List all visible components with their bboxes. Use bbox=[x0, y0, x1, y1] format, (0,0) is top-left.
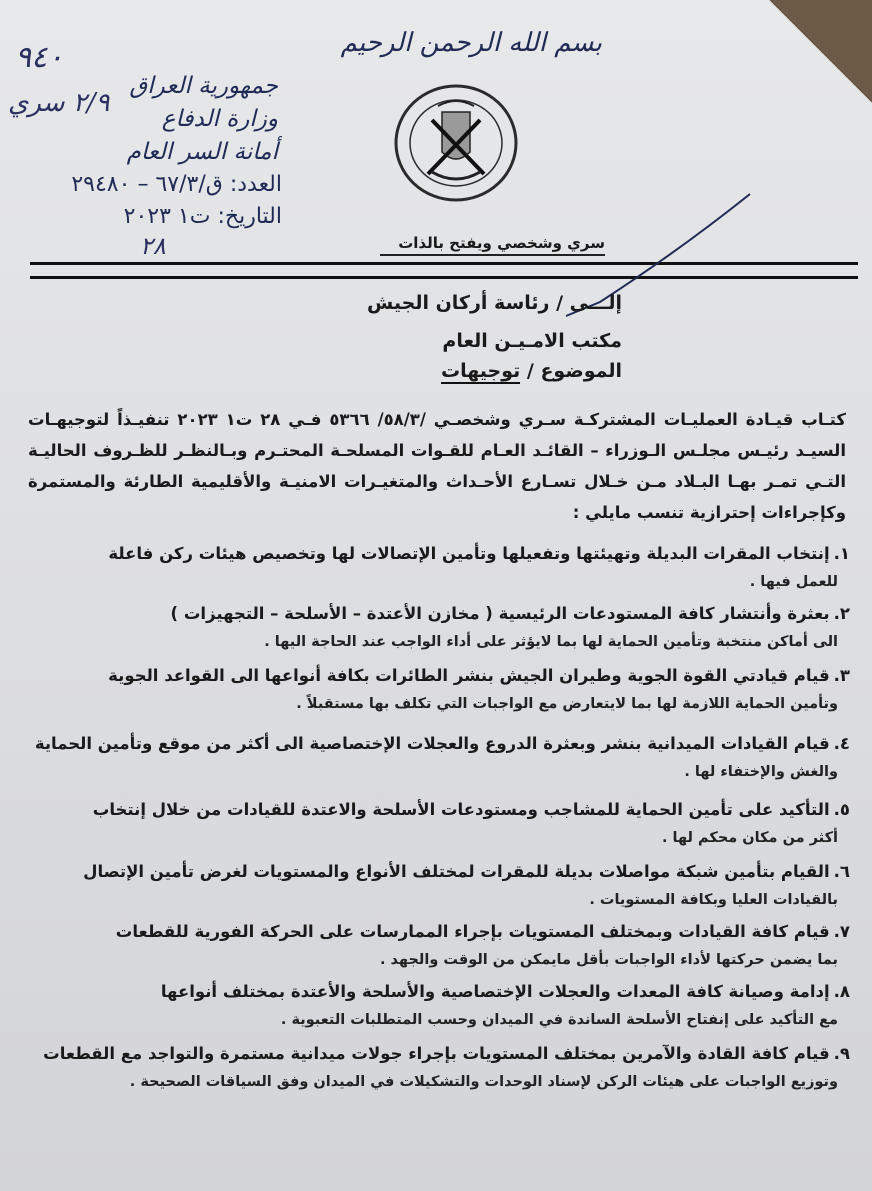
ministry-emblem-icon bbox=[392, 82, 520, 204]
item-continuation: الى أماكن منتخبة وتأمين الحماية لها بما لايؤثر على أداء الواجب عند الحاجة اليها . bbox=[264, 634, 838, 650]
item-continuation: وتوزيع الواجبات على هيئات الركن لإسناد الوحدات والتشكيلات في الميدان وفق السياقات الصحيحة . bbox=[129, 1074, 838, 1090]
list-item bbox=[20, 1040, 850, 1096]
letterhead bbox=[8, 70, 278, 169]
list-item bbox=[20, 978, 850, 1034]
item-text: القيام بتأمين شبكة مواصلات بديلة للمقرات لمختلف الأنواع والمستويات لغرض تأمين الإتصال bbox=[83, 862, 830, 881]
handwritten-date-mark: ٢٨ bbox=[140, 232, 166, 260]
item-number: ٤. bbox=[833, 734, 850, 753]
list-item bbox=[20, 540, 850, 596]
background-edge bbox=[762, 0, 872, 160]
item-number: ٣. bbox=[833, 666, 850, 685]
item-text: قيام قيادتي القوة الجوية وطيران الجيش بنشر الطائرات بكافة أنواعها الى القواعد الجوية bbox=[108, 666, 830, 685]
subject-label: الموضوع / bbox=[526, 360, 622, 382]
subject-line bbox=[441, 360, 622, 382]
body-paragraph: كتـاب قيـادة العمليـات المشتركـة سـري وشخصـي /٥٨/٣/ ٥٣٦٦ فـي ٢٨ ت١ ٢٠٢٣ تنفيـذاً لتوجيهـات السيـد رئيـس مجلـس الـوزراء – القائـد العـام للقـوات المسلحـة المحتـرم وبـالنظـر للظـروف الحاليـة التـي تمـر بهـا البـلاد مـن خـلال تسـارع الأحـداث والمتغيـرات الامنيـة والأقليمية الطارئة والمستمرة وكإجراءات إحترازية تنسب مايلي : bbox=[28, 410, 846, 522]
item-text: التأكيد على تأمين الحماية للمشاجب ومستودعات الأسلحة والاعتدة للقيادات من خلال إنتخاب bbox=[92, 800, 830, 819]
list-item bbox=[20, 600, 850, 656]
item-text: قيام القيادات الميدانية بنشر وبعثرة الدروع والعجلات الإختصاصية الى أكثر من موقع وتأمين الحماية bbox=[34, 734, 830, 753]
basmala-handwritten: بسم الله الرحمن الرحيم bbox=[340, 28, 602, 58]
item-number: ٧. bbox=[833, 922, 850, 941]
item-continuation: أكثر من مكان محكم لها . bbox=[661, 830, 838, 846]
handwritten-number: ٩٤٠ bbox=[15, 40, 64, 75]
reference-number-label: العدد: bbox=[229, 172, 282, 197]
item-text: بعثرة وأنتشار كافة المستودعات الرئيسية ( مخازن الأعتدة – الأسلحة – التجهيزات ) bbox=[170, 604, 830, 623]
list-item bbox=[20, 662, 850, 718]
letterhead-line-republic: جمهورية العراق bbox=[129, 73, 278, 99]
item-number: ٩. bbox=[833, 1044, 850, 1063]
item-text: قيام كافة القيادات وبمختلف المستويات بإجراء الممارسات على الحركة الفورية للقطعات bbox=[115, 922, 830, 941]
item-text: قيام كافة القادة والآمرين بمختلف المستويات بإجراء جولات ميدانية مستمرة والتواجد مع القطعات bbox=[43, 1044, 830, 1063]
item-number: ١. bbox=[833, 544, 850, 563]
list-item bbox=[20, 730, 850, 786]
item-text: إدامة وصيانة كافة المعدات والعجلات الإختصاصية والأسلحة والأعتدة بمختلف أنواعها bbox=[160, 982, 830, 1001]
addressee-to: إلـــى / رئاسة أركان الجيش bbox=[367, 292, 622, 314]
reference-number bbox=[71, 172, 282, 197]
subject-value: توجيهات bbox=[441, 360, 521, 382]
item-continuation: والغش والإختفاء لها . bbox=[684, 764, 838, 780]
item-continuation: مع التأكيد على إنفتاح الأسلحة الساندة في الميدان وحسب المتطلبات التعبوية . bbox=[280, 1012, 838, 1028]
letterhead-line-ministry: وزارة الدفاع bbox=[161, 106, 278, 132]
reference-number-value: ق/٦٧/٣ – ٢٩٤٨٠ bbox=[71, 172, 223, 197]
classification-label: سري وشخصي ويفتح بالذات bbox=[380, 234, 605, 256]
item-number: ٨. bbox=[833, 982, 850, 1001]
item-continuation: بما يضمن حركتها لأداء الواجبات بأقل مايمكن من الوقت والجهد . bbox=[379, 952, 838, 968]
list-item bbox=[20, 918, 850, 974]
letterhead-line-secretariat: أمانة السر العام bbox=[126, 139, 278, 165]
item-continuation: للعمل فيها . bbox=[749, 574, 838, 590]
item-text: إنتخاب المقرات البديلة وتهيئتها وتفعيلها وتأمين الإتصالات لها وتخصيص هيئات ركن فاعلة bbox=[108, 544, 830, 563]
addressee-office: مكتب الامـيـن العام bbox=[442, 330, 622, 352]
item-number: ٦. bbox=[833, 862, 850, 881]
reference-date-label: التاريخ: bbox=[217, 204, 282, 229]
reference-date bbox=[124, 204, 282, 229]
reference-date-value: ت١ ٢٠٢٣ bbox=[123, 204, 211, 229]
handwritten-margin-note: ٢/٩ سري bbox=[8, 88, 110, 118]
list-item bbox=[20, 858, 850, 914]
item-number: ٥. bbox=[833, 800, 850, 819]
item-continuation: وتأمين الحماية اللازمة لها بما لايتعارض مع الواجبات التي تكلف بها مستقبلاً . bbox=[296, 696, 838, 712]
list-item bbox=[20, 796, 850, 852]
item-continuation: بالقيادات العليا وبكافة المستويات . bbox=[589, 892, 838, 908]
item-number: ٢. bbox=[833, 604, 850, 623]
